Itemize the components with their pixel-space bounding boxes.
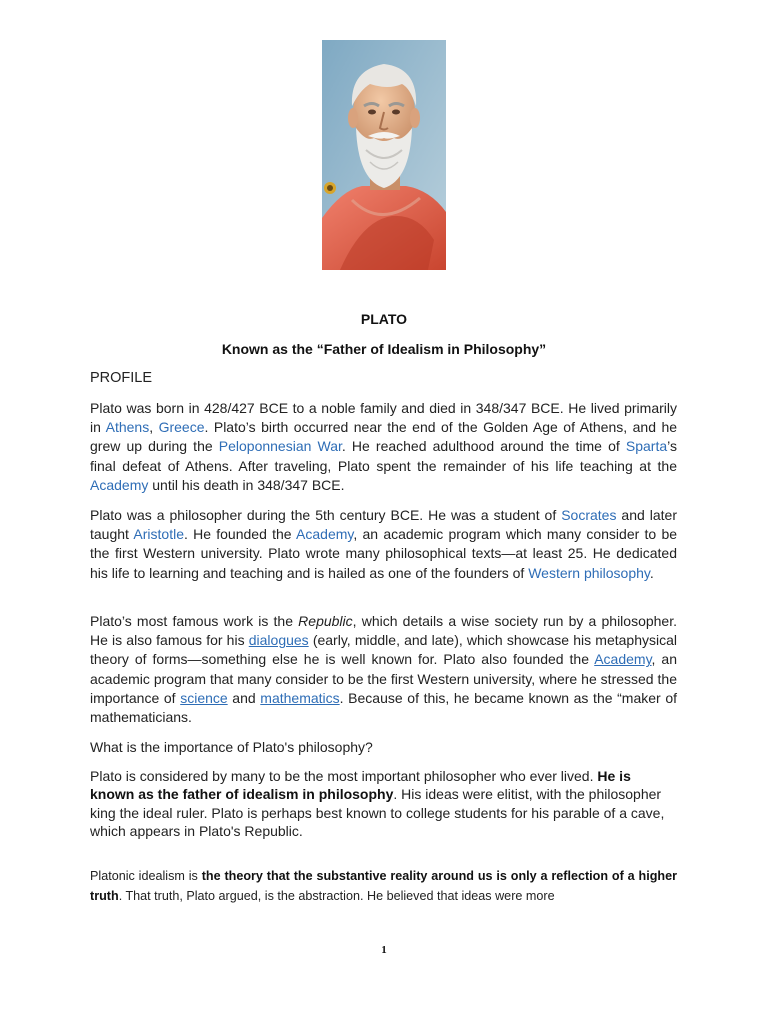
link-academy[interactable]: Academy <box>594 651 652 668</box>
text-run: (early, middle, and late), which showcase his metaphysical theory of forms—something else he is well known for. Plato also founded the <box>90 632 677 668</box>
link-mathematics[interactable]: mathematics <box>260 689 340 706</box>
bold-run: He is known as the father of idealism in philosophy <box>90 768 631 803</box>
text-run: , which details a wise society run by a philosopher. He is also famous for his <box>90 613 678 649</box>
text-run: . His ideas were elitist, with the philosopher king the ideal ruler. Plato is perhaps best known to college students for his parable of a cave, which appears in Plato's Republic. <box>90 786 665 840</box>
text-run: Plato was born in 428/427 BCE to a noble family and died in 348/347 BCE. He lived primarily in <box>90 400 677 436</box>
paragraph-birth <box>90 399 677 495</box>
title-republic: Republic <box>298 613 353 629</box>
text-run: , an academic program that many consider to be the first Western university, where he stressed the importance of <box>90 651 677 706</box>
text-run: and <box>227 689 261 706</box>
text-run: . He reached adulthood around the time of <box>341 438 626 455</box>
portrait-image <box>322 40 446 270</box>
link-peloponnesian-war[interactable]: Peloponnesian War <box>218 438 342 455</box>
text-run: . <box>649 564 654 581</box>
link-socrates[interactable]: Socrates <box>561 507 617 523</box>
text-run: . Plato’s birth occurred near the end of the Golden Age of Athens, and he grew up during the <box>90 419 678 455</box>
link-science[interactable]: science <box>180 689 228 706</box>
text-run: Platonic idealism is <box>90 869 202 883</box>
link-athens[interactable]: Athens <box>105 419 150 436</box>
text-run: Plato is considered by many to be the most important philosopher who ever lived. <box>90 768 598 784</box>
document-title: PLATO <box>360 311 408 327</box>
link-academy[interactable]: Academy <box>90 476 149 493</box>
question-heading: What is the importance of Plato's philosophy? <box>90 739 373 755</box>
paragraph-famous-work <box>90 612 677 727</box>
link-aristotle[interactable]: Aristotle <box>133 526 184 543</box>
link-greece[interactable]: Greece <box>158 419 205 436</box>
link-academy[interactable]: Academy <box>296 526 354 543</box>
page-number: 1 <box>381 944 387 956</box>
paragraph-importance <box>90 767 677 841</box>
bold-run: the theory that the substantive reality around us is only a reflection of a higher truth <box>90 869 677 903</box>
section-heading-profile: PROFILE <box>90 370 153 386</box>
text-run: . Because of this, he became known as the “maker of mathematicians. <box>90 689 678 726</box>
link-western-philosophy[interactable]: Western philosophy <box>528 564 650 581</box>
document-subtitle: Known as the “Father of Idealism in Philosophy” <box>221 341 547 357</box>
paragraph-philosopher <box>90 506 677 583</box>
link-dialogues[interactable]: dialogues <box>248 632 309 649</box>
text-run: Plato was a philosopher during the 5th century BCE. He was a student of <box>90 507 562 523</box>
text-run: . That truth, Plato argued, is the abstraction. He believed that ideas were more <box>118 888 555 903</box>
plato-bust-portrait <box>322 40 446 270</box>
text-run: Plato’s most famous work is the <box>90 613 299 629</box>
text-run: ’s final defeat of Athens. After traveling, Plato spent the remainder of his life teaching at the <box>90 438 677 474</box>
paragraph-platonic-idealism <box>90 867 677 906</box>
text-run: and later taught <box>90 507 677 543</box>
text-run: . He founded the <box>183 526 297 543</box>
text-run: , an academic program which many consider to be the first Western university. Plato wrote many philosophical texts—at least 25. He dedicated his life to learning and teaching and is hailed as one of the founders of <box>90 526 678 581</box>
text-run: , <box>149 419 159 436</box>
link-sparta[interactable]: Sparta <box>625 438 668 455</box>
text-run: until his death in 348/347 BCE. <box>148 476 345 493</box>
